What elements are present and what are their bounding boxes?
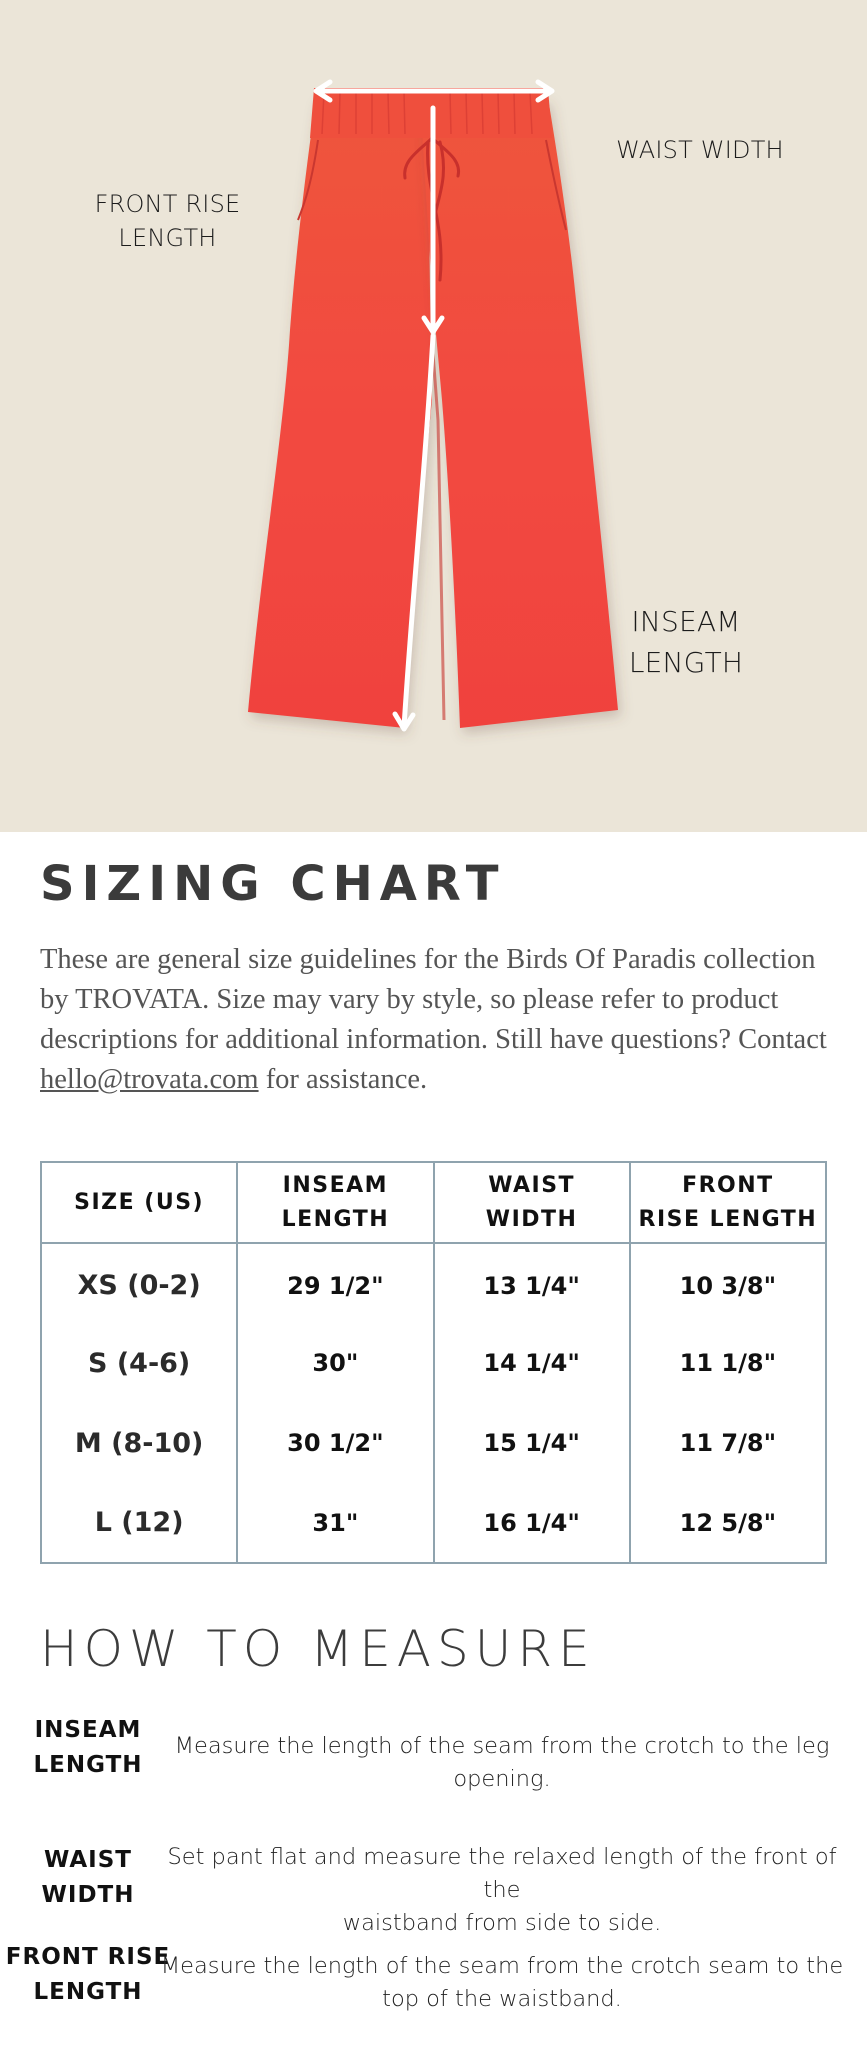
- measure-desc-front-rise: [158, 1950, 846, 2016]
- size-chart-table: [40, 1161, 827, 1564]
- rise-cell: 10 3/8": [630, 1243, 826, 1323]
- desc-line: waistband from side to side.: [342, 1910, 662, 1936]
- header-inseam-line-1: INSEAM: [282, 1172, 389, 1198]
- measure-term-front-rise: [0, 1940, 176, 2010]
- table-row: [41, 1483, 826, 1563]
- table-row: [41, 1403, 826, 1483]
- rise-cell: 11 7/8": [630, 1403, 826, 1483]
- term-line: FRONT RISE: [5, 1944, 171, 1970]
- desc-line: opening.: [453, 1766, 551, 1792]
- header-waist-line-1: WAIST: [488, 1172, 576, 1198]
- measure-term-waist: [0, 1843, 176, 1913]
- term-line: LENGTH: [33, 1752, 143, 1778]
- intro-text-start: These are general size guidelines for the Birds Of Paradis collection by TROVATA. Size may vary by style, so please refer to product descriptions for additional information. Still have questions? Contact: [40, 944, 827, 1055]
- inseam-length-label: [612, 602, 760, 683]
- size-cell: XS (0-2): [41, 1243, 237, 1323]
- table-row: [41, 1243, 826, 1323]
- sizing-chart-title: SIZING CHART: [40, 856, 506, 912]
- desc-line: Set pant flat and measure the relaxed length of the front of the: [167, 1844, 837, 1903]
- term-line: WIDTH: [41, 1882, 135, 1908]
- measure-desc-waist: [158, 1841, 846, 1940]
- header-rise-line-2: RISE LENGTH: [638, 1206, 818, 1232]
- front-rise-label-line-2: LENGTH: [118, 223, 217, 252]
- intro-text-end: for assistance.: [258, 1064, 428, 1095]
- waist-cell: 14 1/4": [434, 1323, 630, 1403]
- size-cell: M (8-10): [41, 1403, 237, 1483]
- pants-illustration: [0, 0, 867, 832]
- inseam-label-line-2: LENGTH: [628, 645, 744, 679]
- header-size-label: SIZE (US): [74, 1189, 205, 1215]
- table-row: [41, 1323, 826, 1403]
- term-line: LENGTH: [33, 1979, 143, 2005]
- contact-email-link[interactable]: hello@trovata.com: [40, 1064, 259, 1095]
- how-to-measure-title: HOW TO MEASURE: [40, 1620, 596, 1678]
- measure-desc-inseam: [158, 1730, 846, 1796]
- front-rise-label-line-1: FRONT RISE: [94, 190, 241, 218]
- size-cell: S (4-6): [41, 1323, 237, 1403]
- header-waist-line-2: WIDTH: [485, 1206, 578, 1232]
- inseam-cell: 30 1/2": [237, 1403, 433, 1483]
- product-hero: [0, 0, 867, 832]
- waist-width-label: WAIST WIDTH: [616, 136, 784, 164]
- inseam-cell: 31": [237, 1483, 433, 1563]
- waist-cell: 13 1/4": [434, 1243, 630, 1323]
- pants-right-leg: [420, 98, 618, 728]
- inseam-label-line-1: INSEAM: [631, 605, 741, 638]
- inseam-cell: 29 1/2": [237, 1243, 433, 1323]
- waist-cell: 16 1/4": [434, 1483, 630, 1563]
- measure-term-inseam: [0, 1713, 176, 1783]
- header-inseam-line-2: LENGTH: [281, 1206, 390, 1232]
- header-rise-line-1: FRONT: [682, 1172, 774, 1198]
- sizing-intro-text: [40, 940, 840, 1100]
- waist-cell: 15 1/4": [434, 1403, 630, 1483]
- rise-cell: 12 5/8": [630, 1483, 826, 1563]
- inseam-cell: 30": [237, 1323, 433, 1403]
- header-front-rise: [630, 1162, 826, 1243]
- desc-line: top of the waistband.: [382, 1986, 622, 2012]
- term-line: INSEAM: [34, 1717, 142, 1743]
- size-cell: L (12): [41, 1483, 237, 1563]
- pants-left-leg: [248, 98, 432, 728]
- header-size: [41, 1162, 237, 1243]
- rise-cell: 11 1/8": [630, 1323, 826, 1403]
- desc-line: Measure the length of the seam from the crotch to the leg: [174, 1733, 830, 1759]
- header-inseam: [237, 1162, 433, 1243]
- header-waist: [434, 1162, 630, 1243]
- term-line: WAIST: [44, 1847, 132, 1873]
- table-header-row: [41, 1162, 826, 1243]
- front-rise-length-label: [80, 188, 255, 255]
- desc-line: Measure the length of the seam from the crotch seam to the: [160, 1953, 844, 1979]
